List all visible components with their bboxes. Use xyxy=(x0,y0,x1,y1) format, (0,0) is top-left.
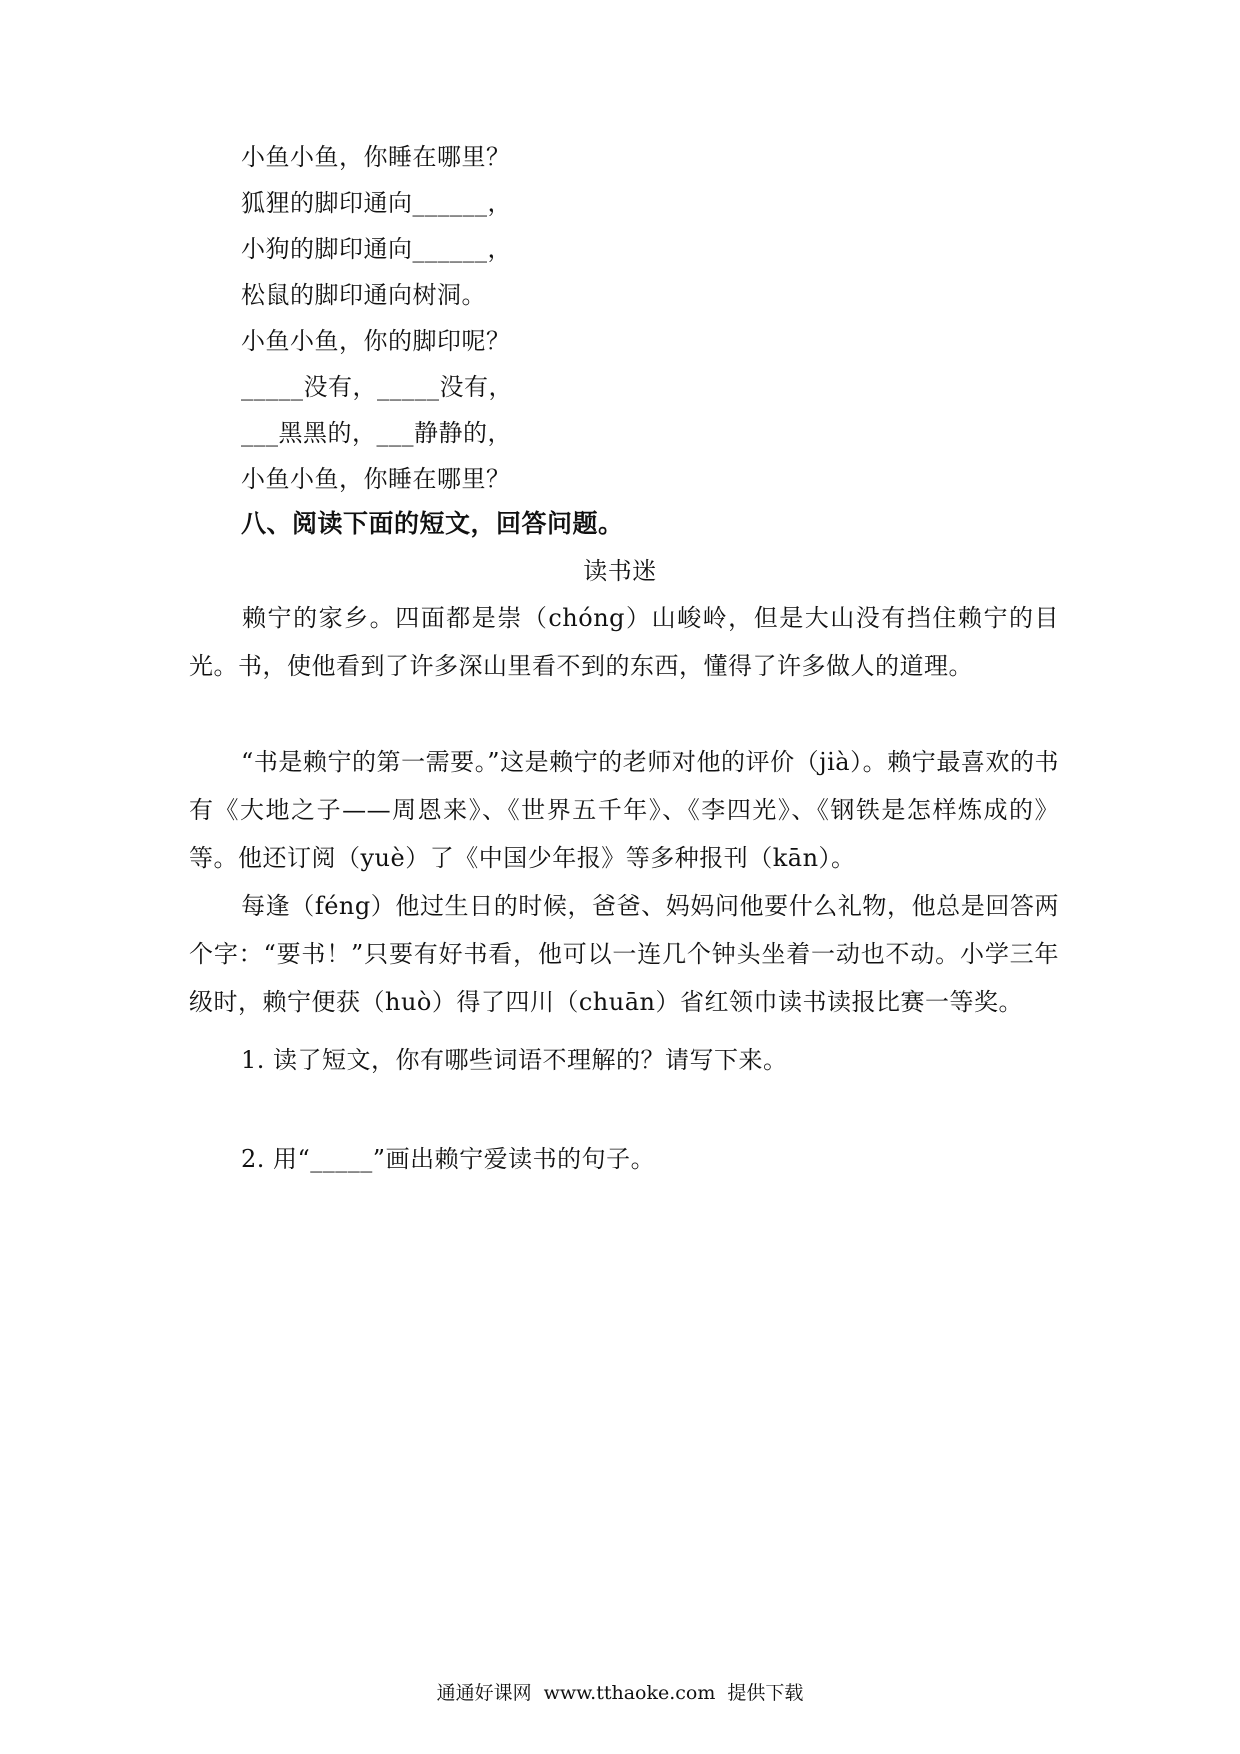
paragraph-text: 赖宁的家乡。四面都是崇（chóng）山峻岭，但是大山没有挡住赖宁的目光。书，使他看到了许多深山里看不到的东西，懂得了许多做人的道理。 xyxy=(189,604,1059,680)
poem-line: 小鱼小鱼，你睡在哪里？ xyxy=(241,465,511,493)
poem-line: 小鱼小鱼，你的脚印呢？ xyxy=(241,327,511,355)
page-footer xyxy=(0,1680,1240,1706)
question-1: 1. 读了短文，你有哪些词语不理解的？请写下来。 xyxy=(241,1046,788,1074)
footer-suffix: 提供下载 xyxy=(727,1682,804,1704)
footer-url[interactable]: www.tthaoke.com xyxy=(543,1682,716,1704)
question-2: 2. 用“_____”画出赖宁爱读书的句子。 xyxy=(241,1145,656,1173)
poem-line: 狐狸的脚印通向______， xyxy=(241,189,512,217)
poem-line: 小狗的脚印通向______， xyxy=(241,235,512,263)
section-heading: 八、阅读下面的短文，回答问题。 xyxy=(241,509,624,538)
article-paragraph-3 xyxy=(189,882,1059,1026)
article-paragraph-1 xyxy=(189,594,1059,690)
paragraph-text: 每逢（féng）他过生日的时候，爸爸、妈妈问他要什么礼物，他总是回答两个字：“要书！”只要有好书看，他可以一连几个钟头坐着一动也不动。小学三年级时，赖宁便获（huò）得了四川（chuān）省红领巾读书读报比赛一等奖。 xyxy=(189,892,1059,1016)
article-paragraph-2 xyxy=(189,738,1059,882)
footer-site-name: 通通好课网 xyxy=(436,1682,532,1704)
article-title: 读书迷 xyxy=(583,557,657,585)
poem-line: ___黑黑的，___静静的， xyxy=(241,419,512,447)
poem-line: 小鱼小鱼，你睡在哪里？ xyxy=(241,143,511,171)
paragraph-text: “书是赖宁的第一需要。”这是赖宁的老师对他的评价（jià）。赖宁最喜欢的书有《大地之子——周恩来》、《世界五千年》、《李四光》、《钢铁是怎样炼成的》等。他还订阅（yuè）了《中国少年报》等多种报刊（kān）。 xyxy=(189,748,1059,872)
poem-line: 松鼠的脚印通向树洞。 xyxy=(241,281,486,309)
poem-line: _____没有，_____没有， xyxy=(241,373,513,401)
